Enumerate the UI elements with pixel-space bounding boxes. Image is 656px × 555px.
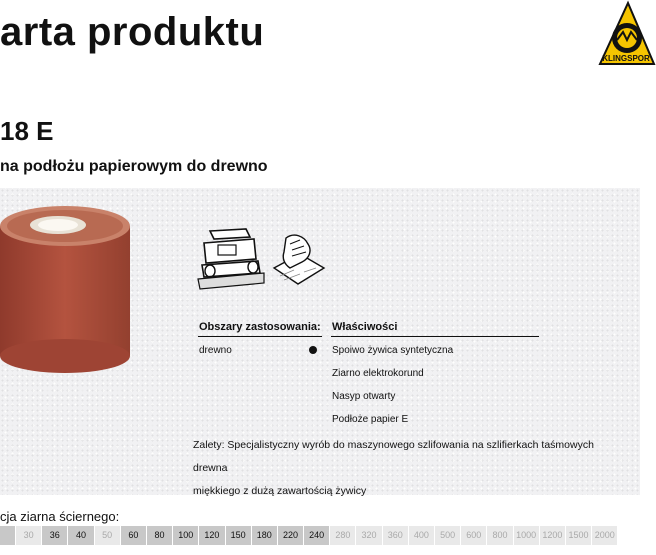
grit-cell: 1500 <box>566 526 592 545</box>
grit-cell: 360 <box>383 526 409 545</box>
advantages-text <box>193 434 613 503</box>
klingspor-logo-icon <box>596 2 656 66</box>
grit-cell: 1000 <box>514 526 540 545</box>
application-marker <box>309 346 317 354</box>
application-item: drewno <box>199 345 232 356</box>
grit-cell: 180 <box>252 526 278 545</box>
sanding-roll-icon <box>0 204 140 374</box>
grit-cell: 2000 <box>592 526 618 545</box>
page-title: arta produktu <box>0 10 265 54</box>
grit-cell <box>0 526 16 545</box>
product-subtitle: na podłożu papierowym do drewno <box>0 158 268 175</box>
logo-text: KLINGSPOR <box>602 54 650 63</box>
property-item: Nasyp otwarty <box>332 391 396 402</box>
properties-list <box>332 345 453 437</box>
grit-cell: 500 <box>435 526 461 545</box>
grit-cell: 36 <box>42 526 68 545</box>
property-item: Spoiwo żywica syntetyczna <box>332 345 454 356</box>
grit-cell: 120 <box>199 526 225 545</box>
product-code: 18 E <box>0 116 54 146</box>
hand-sanding-icon <box>270 228 326 292</box>
grit-cell: 400 <box>409 526 435 545</box>
grit-label: cja ziarna ściernego: <box>0 509 120 524</box>
grit-cell: 150 <box>226 526 252 545</box>
grit-cell: 1200 <box>540 526 566 545</box>
grit-cell: 220 <box>278 526 304 545</box>
applications-divider <box>198 336 322 337</box>
grit-cell: 600 <box>461 526 487 545</box>
properties-heading: Właściwości <box>332 321 398 333</box>
property-item: Ziarno elektrokorund <box>332 368 424 379</box>
grit-cell: 320 <box>356 526 382 545</box>
advantages-line: Zalety: Specjalistyczny wyrób do maszynowego szlifowania na szlifierkach taśmowych drewna <box>193 439 594 474</box>
properties-divider <box>331 336 539 337</box>
grit-cell: 240 <box>304 526 330 545</box>
grit-cell: 100 <box>173 526 199 545</box>
grit-cell: 50 <box>95 526 121 545</box>
grit-table <box>0 526 618 545</box>
grit-cell: 80 <box>147 526 173 545</box>
grit-cell: 800 <box>487 526 513 545</box>
grit-cell: 60 <box>121 526 147 545</box>
grit-cell: 280 <box>330 526 356 545</box>
property-item: Podłoże papier E <box>332 414 409 425</box>
applications-heading: Obszary zastosowania: <box>199 321 321 333</box>
grit-cell: 30 <box>16 526 42 545</box>
grit-cell: 40 <box>68 526 94 545</box>
advantages-line: miękkiego z dużą zawartością żywicy <box>193 485 367 497</box>
belt-sander-icon <box>196 225 266 293</box>
